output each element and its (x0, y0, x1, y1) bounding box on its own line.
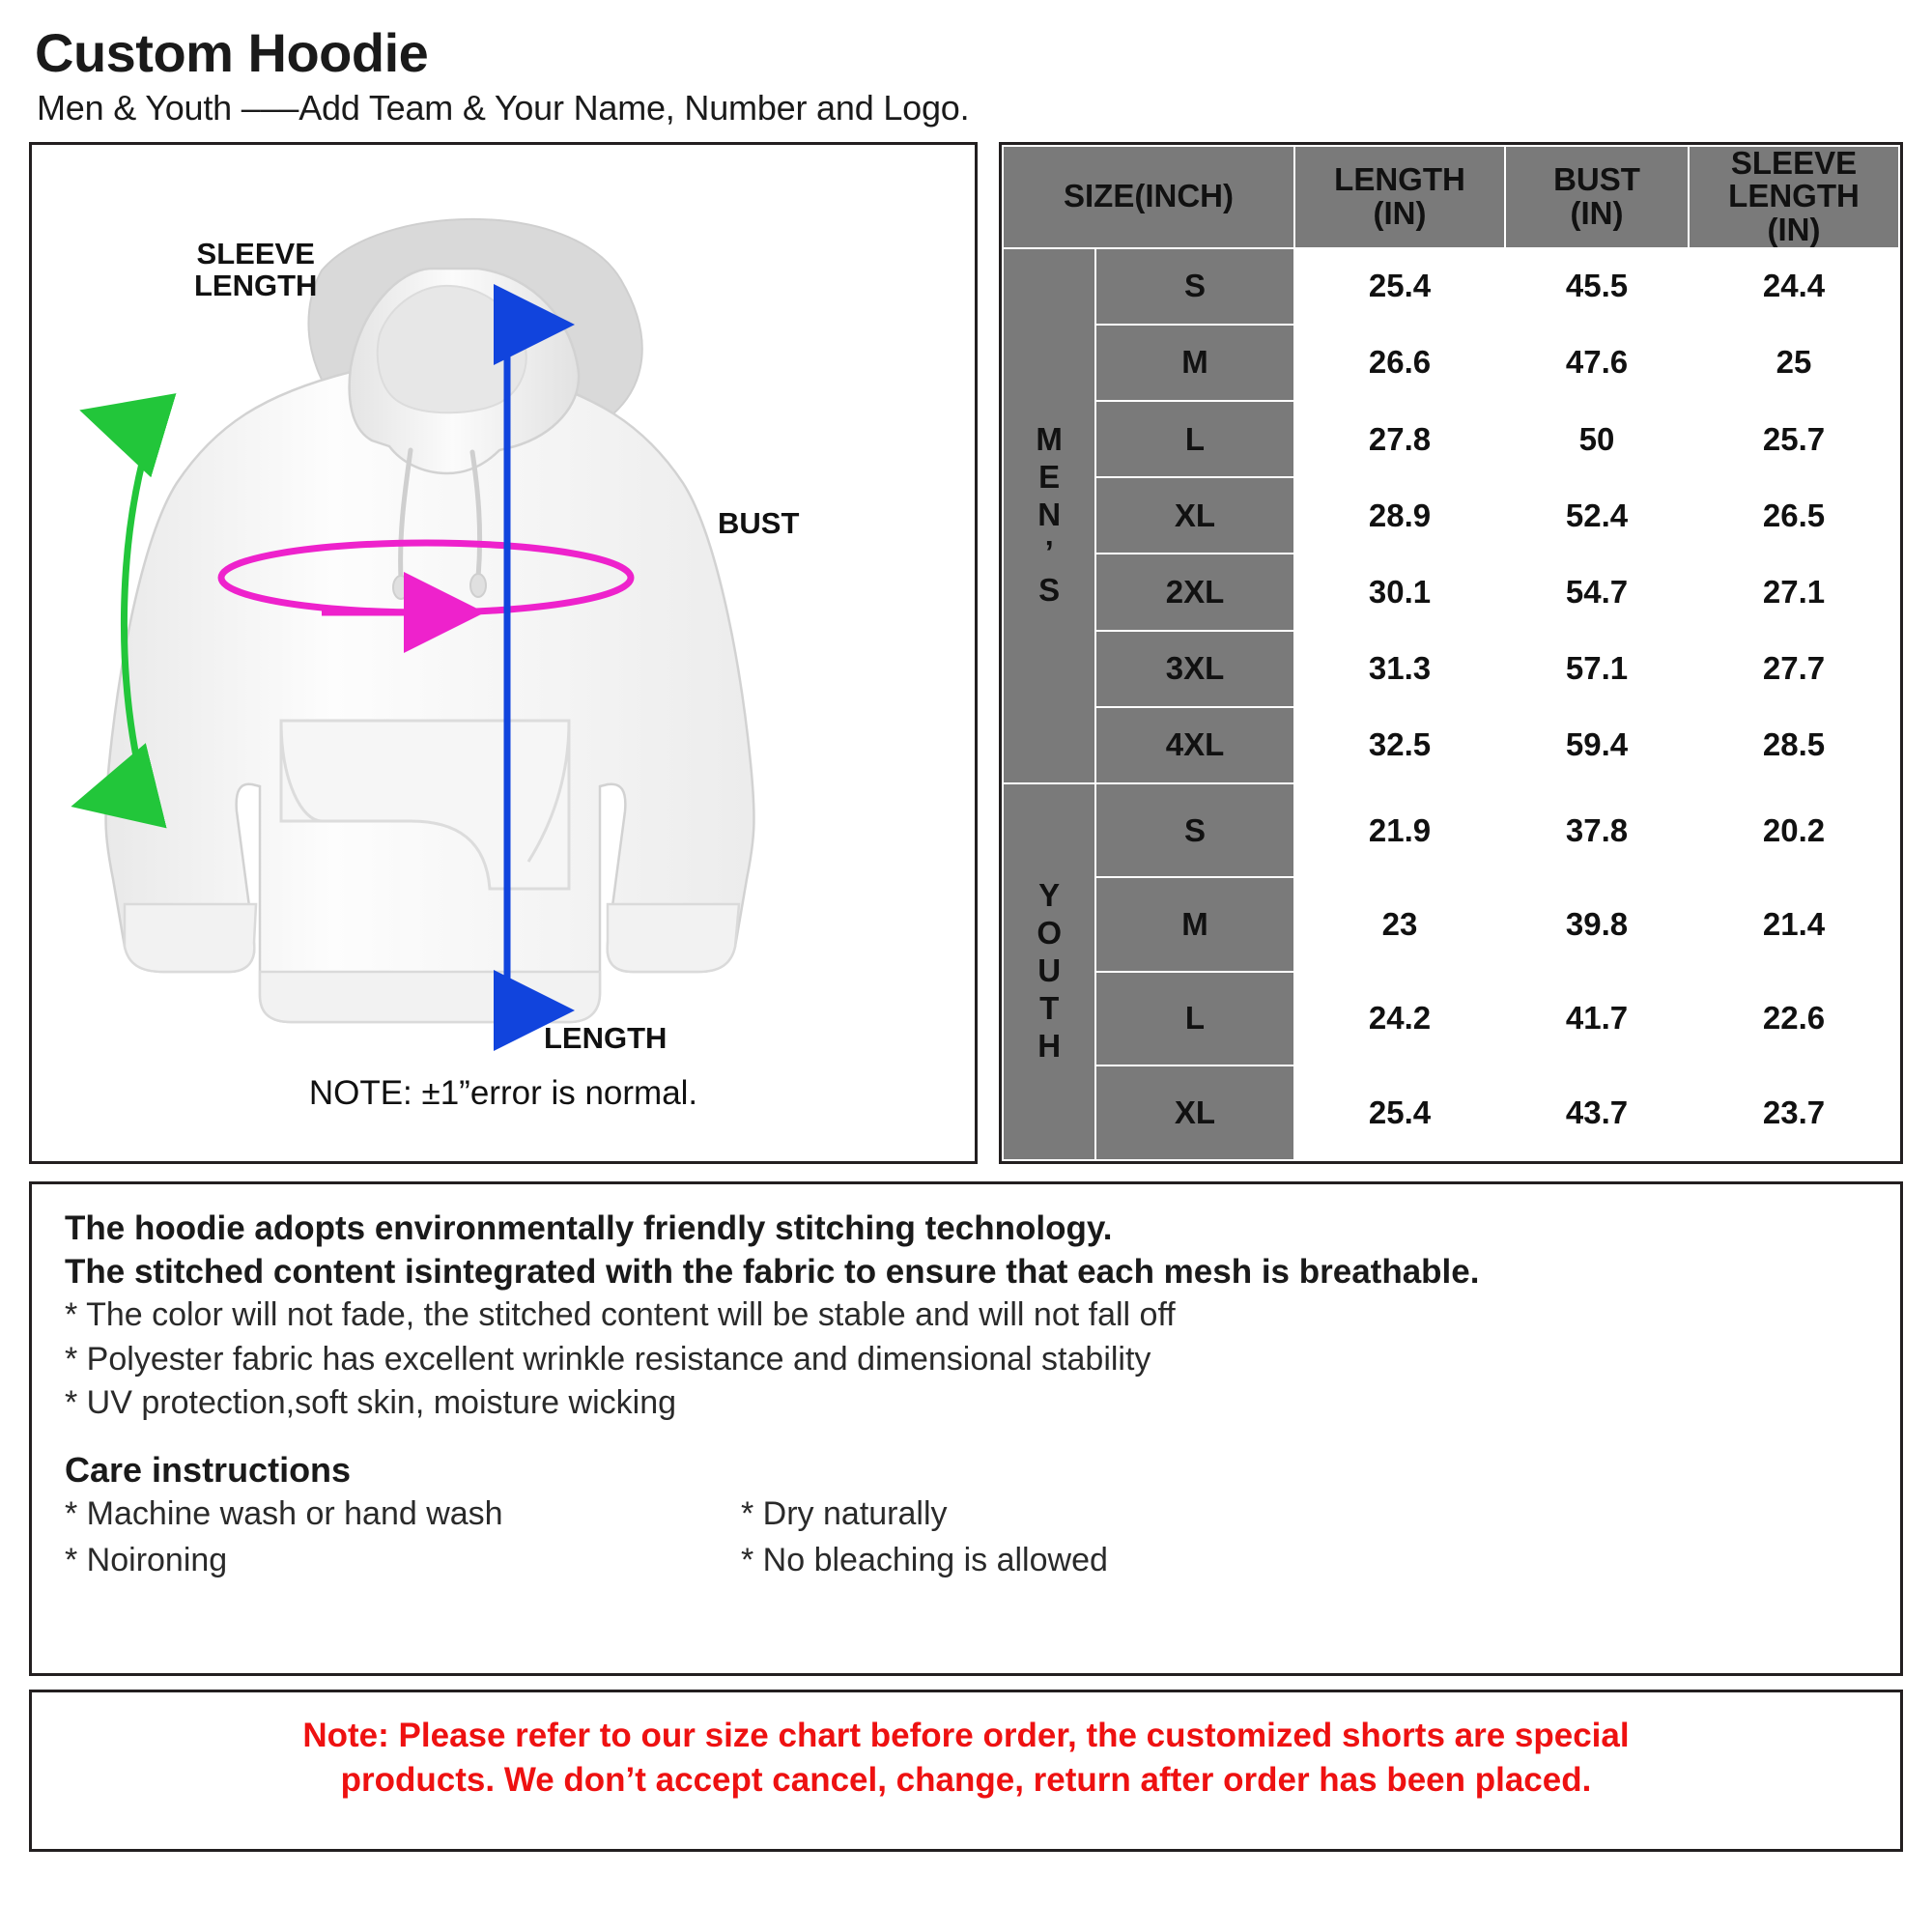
info-strong-line-1: The hoodie adopts environmentally friendly stitching technology. (65, 1208, 1113, 1247)
garment-diagram-box (29, 142, 978, 1164)
cell-size: XL (1095, 1065, 1294, 1160)
cell-length: 30.1 (1294, 554, 1505, 630)
table-row (1003, 554, 1899, 630)
order-policy-line-2: products. We don’t accept cancel, change, return after order has been placed. (340, 1760, 1592, 1799)
table-row (1003, 631, 1899, 707)
table-row (1003, 325, 1899, 401)
cell-length: 26.6 (1294, 325, 1505, 401)
cell-sleeve: 27.1 (1689, 554, 1899, 630)
cell-size: L (1095, 401, 1294, 477)
info-bullet-1: * The color will not fade, the stitched content will be stable and will not fall off (65, 1296, 1176, 1334)
cell-length: 21.9 (1294, 783, 1505, 877)
sleeve-length-label (194, 238, 317, 302)
info-strong-line-2: The stitched content isintegrated with the fabric to ensure that each mesh is breathable. (65, 1252, 1480, 1291)
cell-bust: 52.4 (1505, 477, 1689, 554)
cell-size: S (1095, 248, 1294, 325)
cell-size: M (1095, 877, 1294, 971)
table-row (1003, 783, 1899, 877)
cell-bust: 45.5 (1505, 248, 1689, 325)
care-item-2: * Dry naturally (741, 1495, 948, 1533)
cell-length: 25.4 (1294, 248, 1505, 325)
cell-length: 28.9 (1294, 477, 1505, 554)
table-row (1003, 477, 1899, 554)
cell-length: 27.8 (1294, 401, 1505, 477)
order-policy-box (29, 1690, 1903, 1852)
cell-length: 32.5 (1294, 707, 1505, 783)
cell-size: 4XL (1095, 707, 1294, 783)
table-row (1003, 972, 1899, 1065)
cell-bust: 54.7 (1505, 554, 1689, 630)
header-length-l2: (IN) (1373, 194, 1427, 231)
care-instructions-list (65, 1492, 1867, 1582)
hoodie-illustration (32, 145, 975, 1161)
cell-size: M (1095, 325, 1294, 401)
header-sleeve-l2: LENGTH (1728, 178, 1860, 214)
group-label-youth (1003, 783, 1095, 1160)
cell-sleeve: 27.7 (1689, 631, 1899, 707)
cell-bust: 47.6 (1505, 325, 1689, 401)
cell-length: 25.4 (1294, 1065, 1505, 1160)
cell-length: 31.3 (1294, 631, 1505, 707)
cell-bust: 43.7 (1505, 1065, 1689, 1160)
header-bust-l2: (IN) (1570, 194, 1624, 231)
hoodie-svg (32, 145, 975, 1161)
sleeve-length-label-line2: LENGTH (194, 269, 318, 303)
cell-sleeve: 24.4 (1689, 248, 1899, 325)
header-size: SIZE(INCH) (1003, 146, 1294, 248)
table-row (1003, 707, 1899, 783)
cell-length: 24.2 (1294, 972, 1505, 1065)
measurement-note: NOTE: ±1”error is normal. (308, 1073, 698, 1112)
header-sleeve-l3: (IN) (1767, 212, 1821, 248)
cell-bust: 41.7 (1505, 972, 1689, 1065)
header-sleeve-l1: SLEEVE (1730, 144, 1858, 181)
table-row (1003, 248, 1899, 325)
cell-sleeve: 28.5 (1689, 707, 1899, 783)
table-header-row (1003, 146, 1899, 248)
group-label-youth-text: YOUTH (1031, 877, 1067, 1066)
cell-bust: 39.8 (1505, 877, 1689, 971)
bust-label: BUST (718, 505, 800, 540)
header-sleeve (1689, 146, 1899, 248)
cell-length: 23 (1294, 877, 1505, 971)
page-subtitle: Men & Youth –––Add Team & Your Name, Number and Logo. (37, 87, 970, 128)
cell-size: S (1095, 783, 1294, 877)
table-row (1003, 877, 1899, 971)
order-policy-line-1: Note: Please refer to our size chart before order, the customized shorts are special (302, 1716, 1630, 1754)
header-bust-l1: BUST (1553, 161, 1640, 198)
cell-sleeve: 25.7 (1689, 401, 1899, 477)
cell-bust: 57.1 (1505, 631, 1689, 707)
cell-sleeve: 22.6 (1689, 972, 1899, 1065)
sleeve-length-label-line1: SLEEVE (196, 236, 315, 270)
header-length (1294, 146, 1505, 248)
info-bullet-2: * Polyester fabric has excellent wrinkle resistance and dimensional stability (65, 1340, 1151, 1378)
size-table-box (999, 142, 1903, 1164)
cell-size: 3XL (1095, 631, 1294, 707)
cell-sleeve: 23.7 (1689, 1065, 1899, 1160)
header-length-l1: LENGTH (1334, 161, 1465, 198)
table-row (1003, 401, 1899, 477)
product-info-box (29, 1181, 1903, 1676)
cell-bust: 50 (1505, 401, 1689, 477)
cell-size: L (1095, 972, 1294, 1065)
size-table (1002, 145, 1900, 1161)
cell-sleeve: 21.4 (1689, 877, 1899, 971)
cell-sleeve: 20.2 (1689, 783, 1899, 877)
group-label-mens (1003, 248, 1095, 783)
care-item-4: * No bleaching is allowed (741, 1541, 1108, 1578)
page-title: Custom Hoodie (35, 22, 429, 83)
cell-size: XL (1095, 477, 1294, 554)
header-bust (1505, 146, 1689, 248)
group-label-mens-text: MEN’S (1031, 421, 1067, 611)
care-item-1: * Machine wash or hand wash (65, 1495, 503, 1533)
care-item-3: * Noironing (65, 1541, 228, 1578)
info-bullet-3: * UV protection,soft skin, moisture wicking (65, 1383, 677, 1421)
table-row (1003, 1065, 1899, 1160)
cell-sleeve: 26.5 (1689, 477, 1899, 554)
top-section (29, 142, 1903, 1164)
cell-bust: 37.8 (1505, 783, 1689, 877)
cell-bust: 59.4 (1505, 707, 1689, 783)
cell-sleeve: 25 (1689, 325, 1899, 401)
cell-size: 2XL (1095, 554, 1294, 630)
care-instructions-title: Care instructions (65, 1450, 352, 1491)
length-label: LENGTH (544, 1020, 668, 1055)
